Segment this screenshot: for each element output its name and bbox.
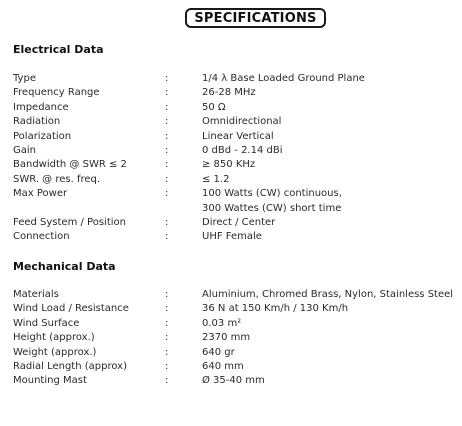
- spec-row: [0, 130, 462, 144]
- spec-row: [0, 115, 462, 129]
- electrical-data-heading: Electrical Data: [13, 43, 104, 56]
- spec-value: 26-28 MHz: [202, 87, 256, 99]
- spec-label: Max Power: [13, 188, 68, 200]
- spec-row: [0, 72, 462, 86]
- spec-row: [0, 331, 462, 345]
- mechanical-data-heading: Mechanical Data: [13, 260, 116, 273]
- spec-row: [0, 230, 462, 244]
- spec-value: Direct / Center: [202, 216, 276, 228]
- spec-row: [0, 202, 462, 216]
- spec-separator: :: [165, 101, 169, 113]
- spec-row: [0, 302, 462, 316]
- spec-label: Wind Surface: [13, 317, 80, 329]
- spec-separator: :: [165, 130, 169, 142]
- spec-label: Feed System / Position: [13, 216, 126, 228]
- spec-value: 0 dBd - 2.14 dBi: [202, 144, 283, 156]
- spec-label: Polarization: [13, 130, 72, 142]
- spec-label: Frequency Range: [13, 87, 100, 99]
- electrical-data-table: [0, 72, 462, 245]
- spec-row: [0, 374, 462, 388]
- spec-row: [0, 158, 462, 172]
- spec-separator: :: [165, 289, 169, 300]
- spec-row: [0, 360, 462, 374]
- spec-separator: :: [165, 116, 169, 128]
- spec-row: [0, 187, 462, 201]
- spec-label: Weight (approx.): [13, 346, 97, 358]
- spec-value: UHF Female: [202, 231, 262, 243]
- spec-row: [0, 346, 462, 360]
- spec-separator: :: [165, 303, 169, 315]
- spec-value: Ø 35-40 mm: [202, 375, 265, 387]
- spec-value: 36 N at 150 Km/h / 130 Km/h: [202, 303, 349, 315]
- spec-label: Radial Length (approx): [13, 360, 127, 372]
- mechanical-data-table: [0, 288, 462, 389]
- specifications-title: SPECIFICATIONS: [185, 8, 326, 28]
- spec-label: Wind Load / Resistance: [13, 303, 129, 315]
- spec-label: Bandwidth @ SWR ≤ 2: [13, 159, 127, 171]
- spec-value: 50 Ω: [202, 101, 226, 113]
- spec-value: ≤ 1.2: [202, 173, 230, 185]
- spec-separator: :: [165, 375, 169, 387]
- spec-value: 100 Watts (CW) continuous,: [202, 188, 342, 200]
- spec-row: [0, 101, 462, 115]
- spec-value: 640 mm: [202, 360, 244, 372]
- spec-label: Materials: [13, 289, 59, 300]
- spec-separator: :: [165, 317, 169, 329]
- spec-value: 0.03 m²: [202, 317, 242, 329]
- spec-separator: :: [165, 332, 169, 344]
- spec-value: 1/4 λ Base Loaded Ground Plane: [202, 73, 365, 84]
- spec-row: [0, 288, 462, 302]
- spec-row: [0, 216, 462, 230]
- spec-separator: :: [165, 360, 169, 372]
- spec-label: Mounting Mast: [13, 375, 87, 387]
- spec-label: Impedance: [13, 101, 69, 113]
- spec-label: Gain: [13, 144, 36, 156]
- spec-separator: :: [165, 73, 169, 84]
- spec-row: [0, 317, 462, 331]
- spec-value: Linear Vertical: [202, 130, 274, 142]
- spec-row: [0, 144, 462, 158]
- spec-row: [0, 86, 462, 100]
- spec-value: 2370 mm: [202, 332, 251, 344]
- spec-separator: :: [165, 231, 169, 243]
- spec-label: Radiation: [13, 116, 61, 128]
- spec-separator: :: [165, 144, 169, 156]
- spec-separator: :: [165, 188, 169, 200]
- spec-value: 640 gr: [202, 346, 235, 358]
- spec-separator: :: [165, 87, 169, 99]
- spec-value: ≥ 850 KHz: [202, 159, 256, 171]
- spec-label: Type: [13, 73, 36, 84]
- spec-label: SWR. @ res. freq.: [13, 173, 101, 185]
- spec-label: Connection: [13, 231, 70, 243]
- spec-separator: :: [165, 159, 169, 171]
- spec-value: Aluminium, Chromed Brass, Nylon, Stainless Steel: [202, 289, 454, 300]
- spec-value: Omnidirectional: [202, 116, 282, 128]
- spec-separator: :: [165, 173, 169, 185]
- spec-label: Height (approx.): [13, 332, 95, 344]
- spec-separator: :: [165, 216, 169, 228]
- spec-row: [0, 173, 462, 187]
- spec-separator: :: [165, 346, 169, 358]
- spec-value: 300 Wattes (CW) short time: [202, 202, 342, 214]
